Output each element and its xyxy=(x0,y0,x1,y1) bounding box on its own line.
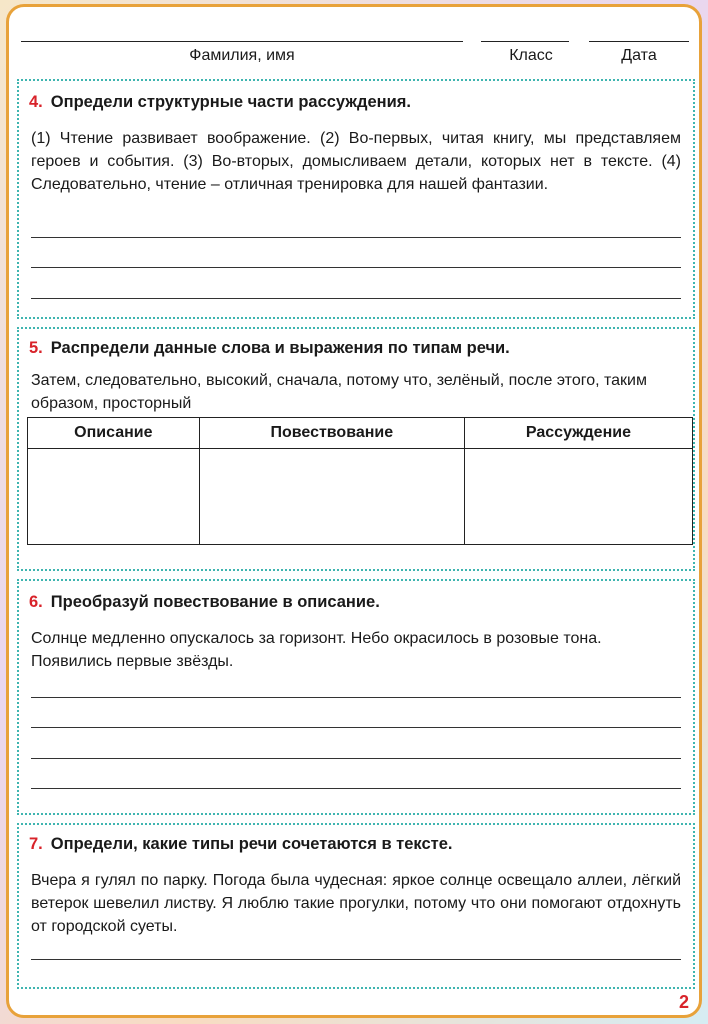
task-7-box xyxy=(17,823,695,989)
worksheet-page xyxy=(6,4,702,1018)
task-4-number: 4. xyxy=(29,93,43,111)
task-7-text: Вчера я гулял по парку. Погода была чудесная: яркое солнце освещало аллеи, лёгкий ветерок шевелил листву. Я люблю такие прогулки, потому что они помогают отдохнуть от городской суеты. xyxy=(31,872,681,935)
answer-line[interactable] xyxy=(31,727,681,728)
task-7-title xyxy=(29,835,453,854)
answer-line[interactable] xyxy=(31,758,681,759)
column-header-narration: Повествование xyxy=(199,418,464,449)
class-line[interactable] xyxy=(481,41,569,42)
task-6-box xyxy=(17,579,695,815)
task-6-text: Солнце медленно опускалось за горизонт. Небо окрасилось в розовые тона. Появились первые звёзды. xyxy=(31,630,602,670)
task-6-title-text: Преобразуй повествование в описание. xyxy=(50,593,380,611)
answer-line[interactable] xyxy=(31,298,681,299)
answer-line[interactable] xyxy=(31,697,681,698)
column-header-description: Описание xyxy=(28,418,200,449)
answer-line[interactable] xyxy=(31,959,681,960)
header xyxy=(9,7,699,77)
class-label: Класс xyxy=(509,47,553,64)
name-label: Фамилия, имя xyxy=(189,47,295,64)
date-label: Дата xyxy=(621,47,657,64)
task-5-box xyxy=(17,327,695,571)
answer-cell-description[interactable] xyxy=(28,449,200,545)
name-line[interactable] xyxy=(21,41,463,42)
task-7-title-text: Определи, какие типы речи сочетаются в тексте. xyxy=(50,835,453,853)
answer-line[interactable] xyxy=(31,267,681,268)
column-header-reasoning: Рассуждение xyxy=(464,418,692,449)
date-line[interactable] xyxy=(589,41,689,42)
task-5-text: Затем, следовательно, высокий, сначала, потому что, зелёный, после этого, таким образом, просторный xyxy=(31,372,647,412)
task-5-number: 5. xyxy=(29,339,43,357)
speech-types-table xyxy=(27,417,693,545)
task-4-text: (1) Чтение развивает воображение. (2) Во-первых, читая книгу, мы представляем героев и события. (3) Во-вторых, домысливаем детали, которых нет в тексте. (4) Следовательно, чтение – отличная тренировка для нашей фантазии. xyxy=(31,130,681,193)
answer-line[interactable] xyxy=(31,788,681,789)
answer-line[interactable] xyxy=(31,237,681,238)
answer-cell-narration[interactable] xyxy=(199,449,464,545)
answer-cell-reasoning[interactable] xyxy=(464,449,692,545)
task-5-title-text: Распредели данные слова и выражения по типам речи. xyxy=(50,339,510,357)
task-6-number: 6. xyxy=(29,593,43,611)
task-7-number: 7. xyxy=(29,835,43,853)
task-6-title xyxy=(29,593,380,612)
task-4-title-text: Определи структурные части рассуждения. xyxy=(50,93,411,111)
page-number: 2 xyxy=(678,992,689,1012)
task-4-title xyxy=(29,93,411,112)
task-4-box xyxy=(17,79,695,319)
task-5-title xyxy=(29,339,510,358)
